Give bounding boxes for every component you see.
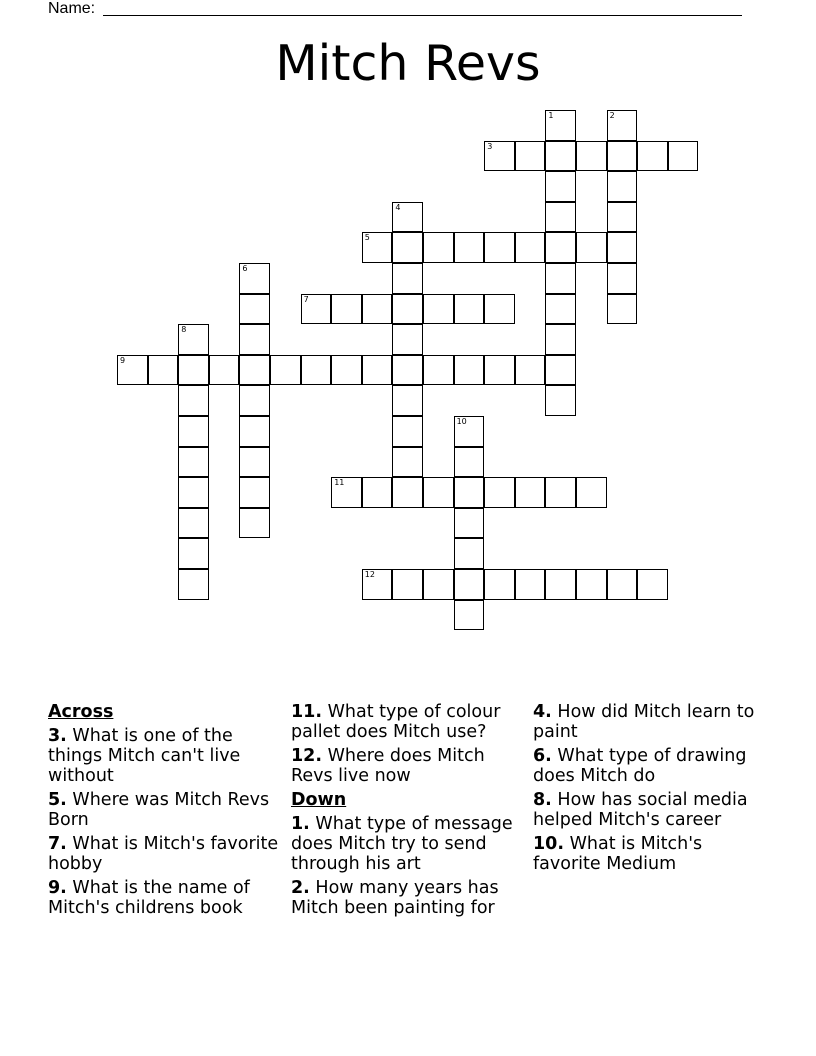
grid-cell[interactable] <box>545 385 576 416</box>
grid-cell[interactable] <box>392 477 423 508</box>
cell-number: 6 <box>242 264 248 273</box>
clue-across-7 <box>48 834 282 874</box>
cell-number: 3 <box>487 141 493 151</box>
name-label: Name: <box>48 0 96 17</box>
grid-cell[interactable] <box>239 508 270 539</box>
grid-cell[interactable] <box>392 263 423 294</box>
clue-down-10 <box>533 834 773 874</box>
grid-cell[interactable] <box>454 294 485 325</box>
grid-cell[interactable] <box>545 171 576 202</box>
grid-cell[interactable] <box>301 294 332 325</box>
grid-cell[interactable] <box>545 141 576 172</box>
cell-number: 11 <box>334 478 345 488</box>
grid-cell[interactable] <box>545 232 576 263</box>
grid-cell[interactable] <box>607 294 638 325</box>
grid-cell[interactable] <box>484 477 515 508</box>
grid-cell[interactable] <box>545 263 576 294</box>
grid-cell[interactable] <box>607 110 638 141</box>
grid-cell[interactable] <box>178 447 209 478</box>
clue-text: What type of drawing does Mitch do <box>533 746 747 786</box>
grid-cell[interactable] <box>239 385 270 416</box>
cell-number: 8 <box>181 325 187 335</box>
grid-cell[interactable] <box>178 538 209 569</box>
across-heading: Across <box>48 702 114 722</box>
clue-down-6 <box>533 746 773 786</box>
clue-down-4 <box>533 702 773 742</box>
grid-cell[interactable] <box>607 569 638 600</box>
grid-cell[interactable] <box>545 324 576 355</box>
grid-cell[interactable] <box>576 141 607 172</box>
grid-cell[interactable] <box>576 232 607 263</box>
cell-number: 1 <box>548 111 554 120</box>
grid-cell[interactable] <box>270 355 301 386</box>
cell-number: 7 <box>303 294 309 304</box>
grid-cell[interactable] <box>331 477 362 508</box>
grid-cell[interactable] <box>362 232 393 263</box>
puzzle-title: Mitch Revs <box>275 35 541 92</box>
clue-number: 4. <box>533 702 552 722</box>
grid-cell[interactable] <box>423 355 454 386</box>
grid-cell[interactable] <box>484 294 515 325</box>
cell-number: 12 <box>364 570 375 579</box>
grid-cell[interactable] <box>515 569 546 600</box>
grid-cell[interactable] <box>331 294 362 325</box>
clue-number: 5. <box>48 790 67 810</box>
clue-number: 7. <box>48 834 67 854</box>
grid-cell[interactable] <box>178 324 209 355</box>
clue-text: How did Mitch learn to paint <box>533 702 755 742</box>
grid-cell[interactable] <box>637 141 668 172</box>
grid-cell[interactable] <box>239 294 270 325</box>
clue-column-3 <box>533 702 773 878</box>
clue-across-5 <box>48 790 282 830</box>
grid-cell[interactable] <box>607 263 638 294</box>
grid-cell[interactable] <box>545 355 576 386</box>
grid-cell[interactable] <box>362 569 393 600</box>
grid-cell[interactable] <box>515 232 546 263</box>
clue-text: What type of message does Mitch try to send through his art <box>291 814 513 874</box>
clue-number: 6. <box>533 746 552 766</box>
grid-cell[interactable] <box>545 202 576 233</box>
clue-text: How has social media helped Mitch's career <box>533 790 748 830</box>
grid-cell[interactable] <box>331 355 362 386</box>
clue-across-12 <box>291 746 527 786</box>
grid-cell[interactable] <box>178 385 209 416</box>
grid-cell[interactable] <box>392 385 423 416</box>
cell-number: 5 <box>364 233 370 243</box>
clue-number: 8. <box>533 790 552 810</box>
grid-cell[interactable] <box>545 477 576 508</box>
grid-cell[interactable] <box>178 569 209 600</box>
grid-cell[interactable] <box>454 447 485 478</box>
clue-down-2 <box>291 878 527 918</box>
grid-cell[interactable] <box>392 569 423 600</box>
clue-down-1 <box>291 814 527 874</box>
cell-number: 10 <box>456 417 467 426</box>
clue-column-2 <box>291 702 527 922</box>
down-heading: Down <box>291 790 347 810</box>
clue-text: What is Mitch's favorite Medium <box>533 834 703 874</box>
grid-cell[interactable] <box>178 508 209 539</box>
grid-cell[interactable] <box>637 569 668 600</box>
grid-cell[interactable] <box>515 477 546 508</box>
clue-text: Where does Mitch Revs live now <box>291 746 485 786</box>
clue-text: What type of colour pallet does Mitch use? <box>291 702 501 742</box>
grid-cell[interactable] <box>668 141 699 172</box>
grid-cell[interactable] <box>239 324 270 355</box>
grid-cell[interactable] <box>576 569 607 600</box>
grid-cell[interactable] <box>515 141 546 172</box>
grid-cell[interactable] <box>607 171 638 202</box>
grid-cell[interactable] <box>423 294 454 325</box>
clue-column-1 <box>48 702 282 922</box>
grid-cell[interactable] <box>454 416 485 447</box>
clue-across-9 <box>48 878 282 918</box>
clue-number: 11. <box>291 702 323 722</box>
grid-cell[interactable] <box>239 416 270 447</box>
grid-cell[interactable] <box>239 477 270 508</box>
grid-cell[interactable] <box>484 141 515 172</box>
clue-number: 10. <box>533 834 565 854</box>
grid-cell[interactable] <box>423 569 454 600</box>
grid-cell[interactable] <box>607 202 638 233</box>
grid-cell[interactable] <box>362 294 393 325</box>
clue-number: 2. <box>291 878 310 898</box>
grid-cell[interactable] <box>484 355 515 386</box>
grid-cell[interactable] <box>239 447 270 478</box>
grid-cell[interactable] <box>392 324 423 355</box>
grid-cell[interactable] <box>178 416 209 447</box>
clue-text: What is Mitch's favorite hobby <box>48 834 279 874</box>
cell-number: 4 <box>395 202 401 212</box>
grid-cell[interactable] <box>515 355 546 386</box>
grid-cell[interactable] <box>454 477 485 508</box>
grid-cell[interactable] <box>454 508 485 539</box>
grid-cell[interactable] <box>607 232 638 263</box>
grid-cell[interactable] <box>362 477 393 508</box>
grid-cell[interactable] <box>178 477 209 508</box>
clue-text: What is the name of Mitch's childrens book <box>48 878 250 918</box>
grid-cell[interactable] <box>607 141 638 172</box>
grid-cell[interactable] <box>423 477 454 508</box>
grid-cell[interactable] <box>392 447 423 478</box>
grid-cell[interactable] <box>545 110 576 141</box>
grid-cell[interactable] <box>178 355 209 386</box>
grid-cell[interactable] <box>209 355 240 386</box>
grid-cell[interactable] <box>545 569 576 600</box>
grid-cell[interactable] <box>454 600 485 631</box>
grid-cell[interactable] <box>117 355 148 386</box>
grid-cell[interactable] <box>392 294 423 325</box>
grid-cell[interactable] <box>454 232 485 263</box>
clue-number: 12. <box>291 746 323 766</box>
grid-cell[interactable] <box>484 569 515 600</box>
grid-cell[interactable] <box>392 232 423 263</box>
clue-number: 9. <box>48 878 67 898</box>
grid-cell[interactable] <box>392 202 423 233</box>
grid-cell[interactable] <box>148 355 179 386</box>
cell-number: 9 <box>120 355 126 365</box>
grid-cell[interactable] <box>392 355 423 386</box>
grid-cell[interactable] <box>239 263 270 294</box>
grid-cell[interactable] <box>454 569 485 600</box>
grid-cell[interactable] <box>392 416 423 447</box>
grid-cell[interactable] <box>454 355 485 386</box>
grid-cell[interactable] <box>484 232 515 263</box>
clue-text: What is one of the things Mitch can't live without <box>48 726 241 786</box>
grid-cell[interactable] <box>423 232 454 263</box>
clue-number: 1. <box>291 814 310 834</box>
grid-cell[interactable] <box>362 355 393 386</box>
grid-cell[interactable] <box>301 355 332 386</box>
grid-cell[interactable] <box>576 477 607 508</box>
grid-cell[interactable] <box>239 355 270 386</box>
cell-number: 2 <box>609 111 615 120</box>
grid-cell[interactable] <box>545 294 576 325</box>
clue-across-11 <box>291 702 527 742</box>
grid-cell[interactable] <box>454 538 485 569</box>
clue-down-8 <box>533 790 773 830</box>
clue-text: Where was Mitch Revs Born <box>48 790 270 830</box>
clue-text: How many years has Mitch been painting for <box>291 878 499 918</box>
clue-across-3 <box>48 726 282 786</box>
clue-number: 3. <box>48 726 67 746</box>
